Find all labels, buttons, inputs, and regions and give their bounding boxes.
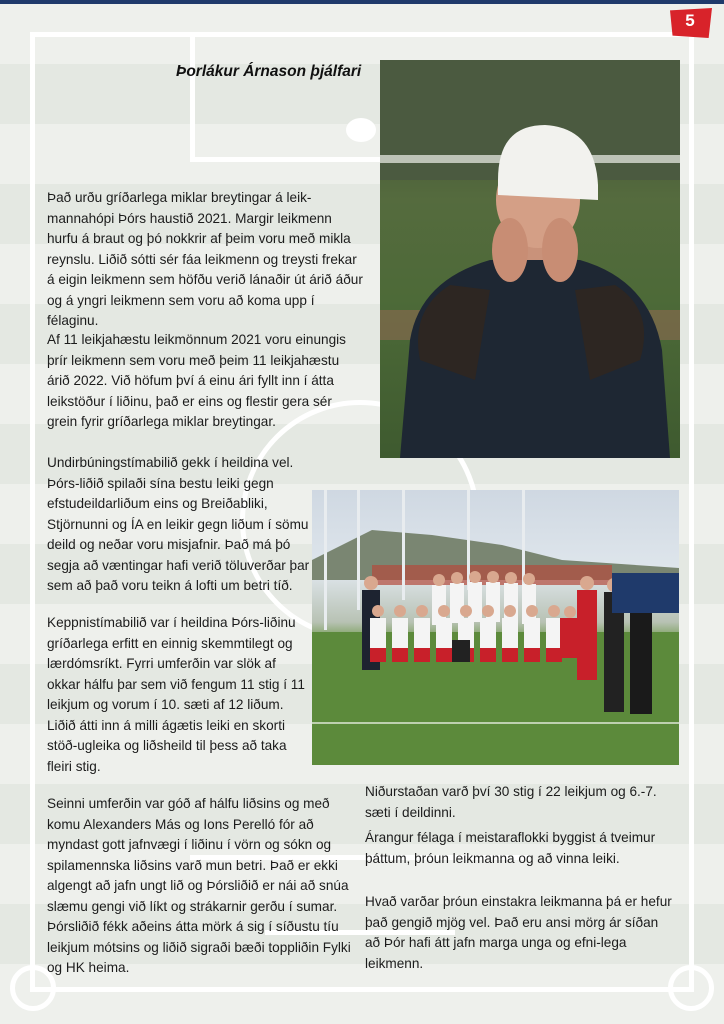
paragraph-7: Árangur félaga í meistaraflokki byggist á tveimur þáttum, þróun leikmanna og að vinna leiki.	[365, 830, 656, 866]
pitch-line-left	[30, 32, 35, 992]
article-heading: Þorlákur Árnason þjálfari	[176, 63, 362, 80]
pitch-line-top	[30, 32, 694, 37]
team-photo	[312, 490, 679, 765]
penalty-box-top	[190, 32, 195, 162]
coach-photo	[380, 60, 680, 458]
paragraph-1: Það urðu gríðarlega miklar breytingar á leik-mannahópi Þórs haustið 2021. Margir leikmenn hurfu á braut og þó nokkrir af þeim voru með mikla reynslu. Liðið sótti sér fáa leikmenn og treysti frekar á eigin leikmenn sem höfðu verið lánaðir út árið áður og á yngri leikmenn sem voru að koma upp í félaginu.	[47, 190, 363, 328]
pitch-line-right	[689, 32, 694, 992]
coach-photo-illustration	[380, 60, 680, 458]
paragraph-5: Seinni umferðin var góð af hálfu liðsins og með komu Alexanders Más og Ions Perelló fór að myndast gott jafnvægi í liðinu í vörn og sókn og spilamennska liðsins varð mun betri. Það er ekki algengt að jafn ungt lið og Þórsliðið er nái að snúa slæmu gengi við líkt og strákarnir gerðu í sumar. Þórsliðið fékk aðeins átta mörk á sig í síðustu tíu leikjum mótsins og liðið sigraði bæði toppliðin Fylki og HK heima.	[47, 796, 351, 975]
paragraph-4: Keppnistímabilið var í heildina Þórs-liðinu gríðarlega erfitt en einnig skemmtilegt og lærdómsríkt. Fyrri umferðin var slök af okkar hálfu þar sem við fengum 11 stig í 11 leikjum og vorum í 10. sæti af 12 liðum. Liðið átti inn á milli ágætis leiki en skorti stöð-ugleika og liðsheild til þess að taka fleiri stig.	[47, 615, 305, 774]
paragraph-2: Af 11 leikjahæstu leikmönnum 2021 voru einungis þrír leikmenn sem voru með þeim 11 leikjahæstu árið 2022. Við höfum því á einu ári fyllt inn í átta leikstöður í liðinu, það er eins og flestir gera sér grein fyrir gríðarlega miklar breytingar.	[47, 332, 346, 429]
pitch-line-bottom	[30, 987, 694, 992]
paragraph-3: Undirbúningstímabilið gekk í heildina vel. Þórs-liðið spilaði sína bestu leiki gegn efstudeildarliðum eins og Breiðabliki, Stjörnunni og ÍA en leikir gegn liðum í sömu deild og neðar voru misjafnir. Það má þó segja að væntingar hafi verið töluverðar þar sem að það voru teikn á lofti um betri tíð.	[47, 455, 310, 593]
paragraph-6: Niðurstaðan varð því 30 stig í 22 leikjum og 6.-7. sæti í deildinni.	[365, 784, 657, 820]
team-photo-illustration	[312, 490, 679, 765]
page-number: 5	[685, 11, 695, 30]
penalty-spot	[346, 118, 376, 142]
paragraph-8: Hvað varðar þróun einstakra leikmanna þá er hefur það gengið mjög vel. Það eru ansi mörg ár síðan að Þór hafi átt jafn marga unga og efni-lega leikmenn.	[365, 894, 672, 971]
top-bar	[0, 0, 724, 4]
